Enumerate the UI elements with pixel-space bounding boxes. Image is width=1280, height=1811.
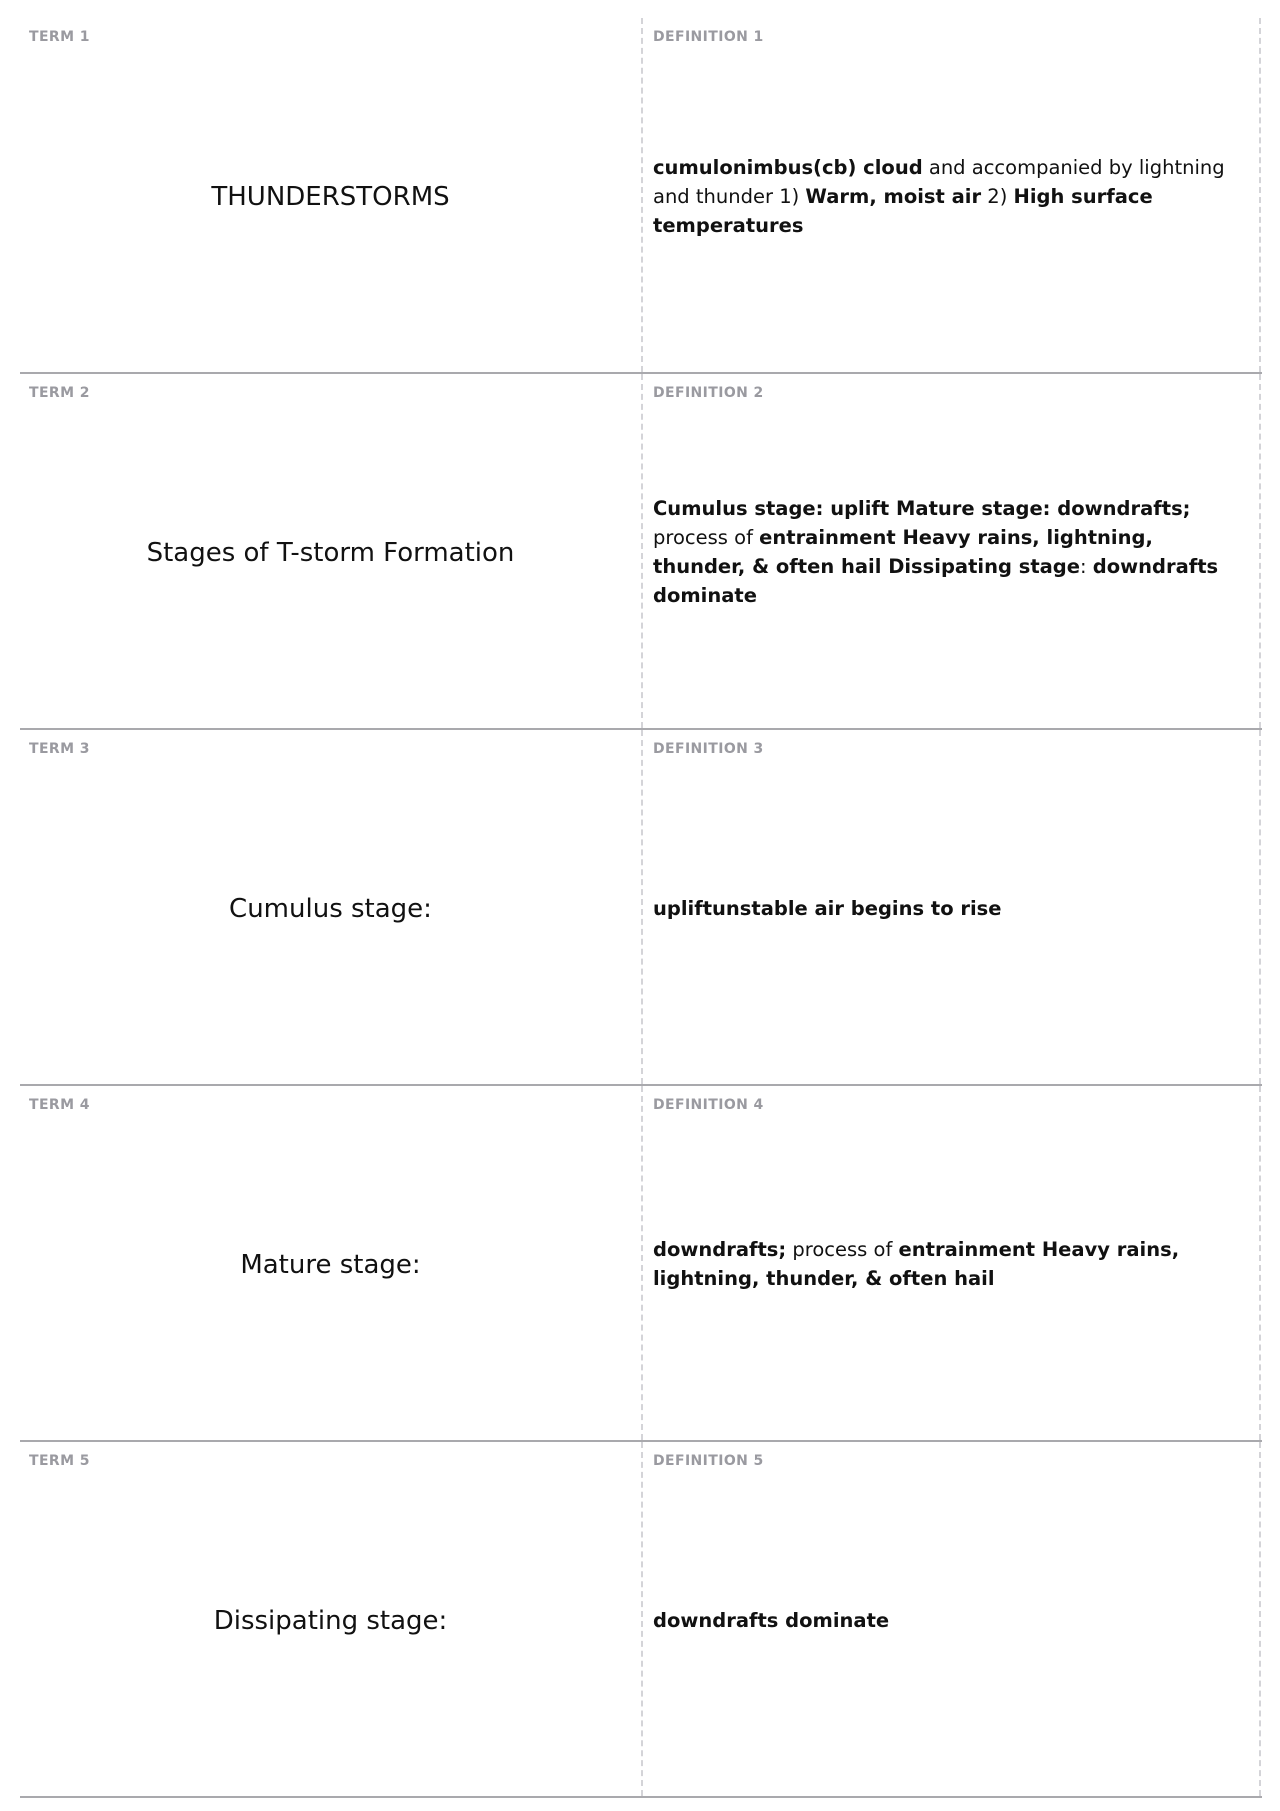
term-label-5: TERM 5 [29,1453,90,1469]
term-label-1: TERM 1 [29,29,90,45]
definition-label-5: DEFINITION 5 [653,1453,764,1469]
definition-segment: upliftunstable air begins to rise [653,896,1002,920]
definition-text-1 [653,153,1251,240]
term-text-5: Dissipating stage: [213,1606,448,1636]
term-label-3: TERM 3 [29,741,90,757]
definition-text-3 [653,894,1002,923]
flashcard-sheet [20,18,1262,1798]
definition-segment: process of [786,1238,899,1261]
definition-label-4: DEFINITION 4 [653,1097,764,1113]
flashcard-row-4 [20,1086,1262,1442]
definition-label-1: DEFINITION 1 [653,29,764,45]
definition-label-2: DEFINITION 2 [653,385,764,401]
term-text-1: THUNDERSTORMS [211,182,450,212]
term-cell-3 [20,730,641,1084]
flashcard-row-3 [20,730,1262,1086]
definition-segment: entrainment Heavy rains, lightning, thunder, & often hail Dissipating stage [653,526,1153,578]
definition-cell-5 [641,1442,1261,1796]
definition-segment: and accompanied by lightning and thunder 1) [653,155,1225,208]
flashcard-row-1 [20,18,1262,374]
definition-text-4 [653,1235,1251,1293]
term-cell-2 [20,374,641,728]
term-cell-4 [20,1086,641,1440]
definition-segment: Cumulus stage: uplift Mature stage: downdrafts; [653,497,1191,520]
definition-cell-2 [641,374,1261,728]
definition-label-3: DEFINITION 3 [653,741,764,757]
term-text-4: Mature stage: [240,1250,421,1280]
definition-segment: entrainment Heavy rains, lightning, thunder, & often hail [653,1238,1180,1290]
term-cell-5 [20,1442,641,1796]
definition-segment: downdrafts dominate [653,1608,890,1632]
definition-segment: downdrafts; [653,1238,787,1261]
definition-segment: Warm, moist air [805,184,982,208]
term-text-3: Cumulus stage: [229,894,432,924]
flashcard-row-2 [20,374,1262,730]
definition-cell-3 [641,730,1261,1084]
definition-text-5 [653,1606,889,1635]
definition-segment: downdrafts dominate [653,555,1219,607]
term-label-2: TERM 2 [29,385,90,401]
definition-segment: 2) [981,184,1014,208]
term-label-4: TERM 4 [29,1097,90,1113]
term-cell-1 [20,18,641,372]
flashcard-row-5 [20,1442,1262,1798]
term-text-2: Stages of T-storm Formation [146,538,515,568]
definition-cell-1 [641,18,1261,372]
definition-segment: cumulonimbus(cb) cloud [653,155,923,179]
definition-segment: process of [653,526,760,549]
definition-segment: High surface temperatures [653,184,1153,237]
definition-text-2 [653,494,1251,610]
definition-cell-4 [641,1086,1261,1440]
definition-segment: : [1079,555,1093,578]
